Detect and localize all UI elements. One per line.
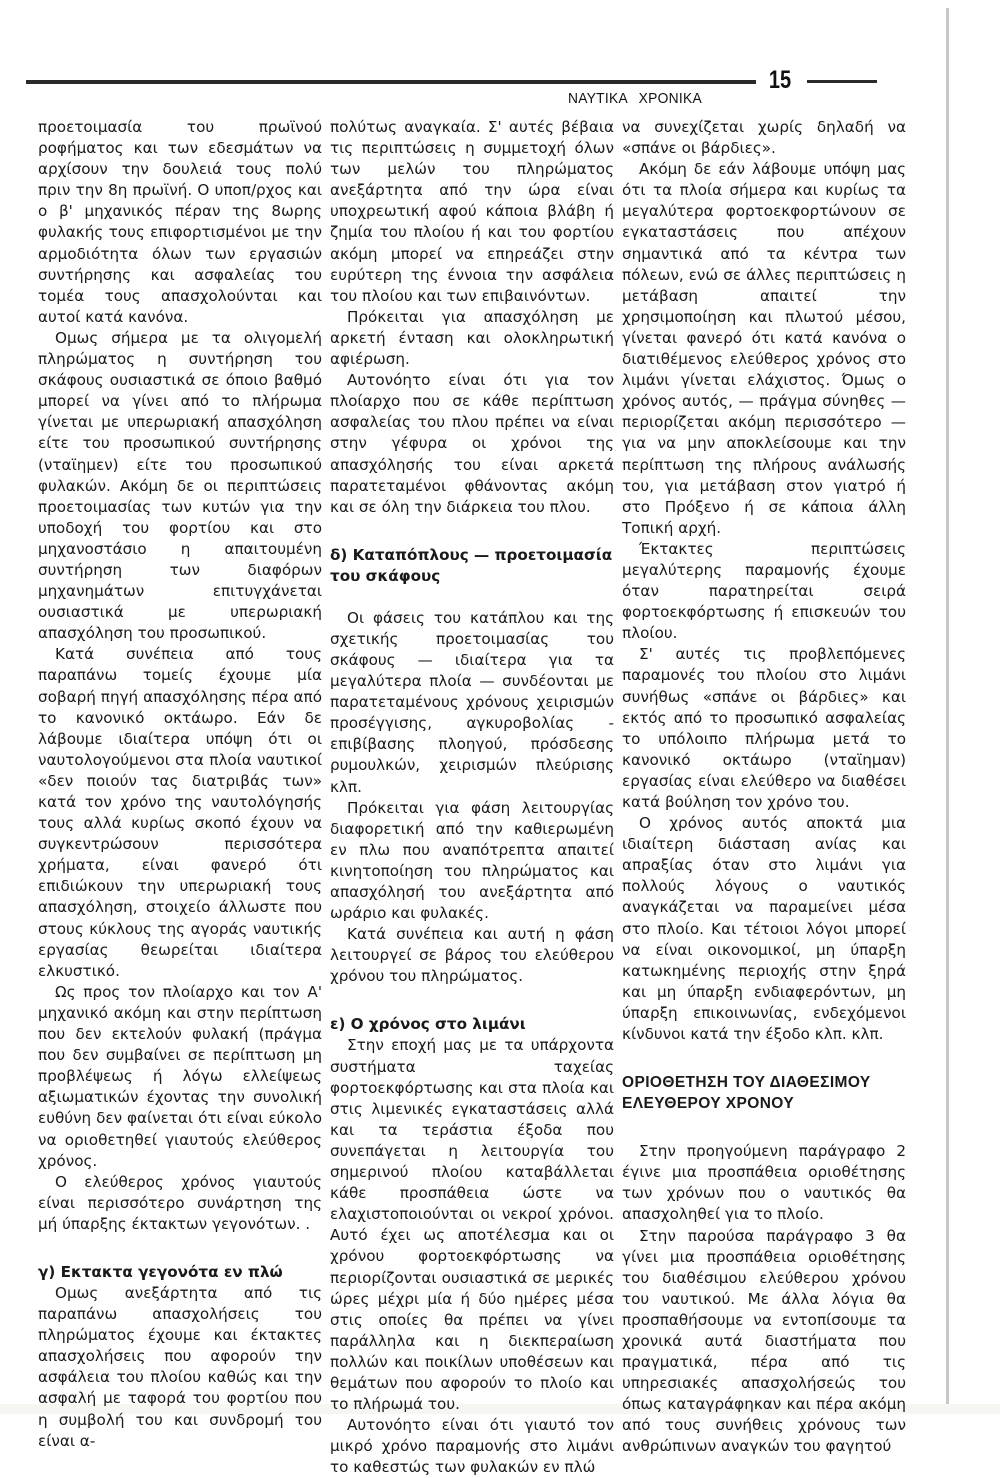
paragraph: Οι φάσεις του κατάπλου και της σχετικής προετοιμασίας του σκάφους — ιδιαίτερα για τα μεγαλύτερα πλοία — συνδέονται με παρατεταμένους χρόνους χειρισμών προσέγγισης, αγκυροβολίας - επιβίβασης πλοηγού, πρόσδεσης ρυμουλκών, χειρισμών πλεύρισης κλπ. — [330, 608, 614, 796]
paragraph: Ο χρόνος αυτός αποκτά μια ιδιαίτερη διάσταση ανίας και απραξίας όταν στο λιμάνι για πολλούς λόγους ο ναυτικός αναγκάζεται να παραμείνει μέσα στο πλοίο. Και τέτοιοι λόγοι μπορεί να είναι οικονομικοί, μη ύπαρξη κατωκημένης περιοχής στην ξηρά και μη ύπαρξη ενδιαφερόντων, μη ύπαρξη επικοινωνίας, ενδεχόμενοι κίνδυνοι κατά την έξοδο κλπ. κλπ. — [622, 814, 906, 1044]
spacer — [622, 1114, 906, 1141]
paragraph: Πρόκειται για απασχόληση με αρκετή ένταση και ολοκληρωτική αφιέρωση. — [330, 307, 614, 369]
paragraph: Έκτακτες περιπτώσεις μεγαλύτερης παραμονής έχουμε όταν παρατηρείται σειρά φορτοεκφόρτωσης ή επισκευών του πλοίου. — [622, 539, 906, 643]
header-rule-left — [26, 80, 756, 84]
section-heading-e: ε) Ο χρόνος στο λιμάνι — [330, 1015, 526, 1034]
paragraph: να συνεχίζεται χωρίς δηλαδή να «σπάνε οι βάρδιες». — [622, 118, 906, 158]
spacer — [330, 518, 614, 545]
page-number: 15 — [768, 66, 792, 94]
page-edge — [946, 8, 949, 1408]
section-heading-d: δ) Καταπόπλους — προετοιμασία του σκάφους — [330, 545, 613, 585]
paragraph: Κατά συνέπεια και αυτή η φάση λειτουργεί σε βάρος του ελεύθερου χρόνου του πληρώματος. — [330, 925, 614, 986]
paragraph: Στην προηγούμενη παράγραφο 2 έγινε μια προσπάθεια οριοθέτησης των χρόνων που ο ναυτικός θα απασχοληθεί για το πλοίο. — [622, 1142, 906, 1224]
spacer — [330, 987, 614, 1014]
header-rule-right — [807, 80, 877, 83]
section-heading-g: γ) Εκτακτα γεγονότα εν πλώ — [38, 1262, 283, 1281]
paragraph: Ο ελεύθερος χρόνος γιαυτούς είναι περισσότερο συνάρτηση της μή ύπαρξης έκτακτων γεγονότων. . — [38, 1172, 322, 1233]
spacer — [330, 587, 614, 608]
spacer — [38, 1235, 322, 1262]
paragraph: πολύτως αναγκαία. Σ' αυτές βέβαια τις περιπτώσεις η συμμετοχή όλων των μελών του πληρώματος ανεξάρτητα από την ώρα είναι υποχρεωτική αφού κάποια βλάβη ή ζημία του πλοίου ή και του φορτίου ακόμη μπορεί να επηρεάζει στην ευρύτερη της έννοια την ασφάλεια του πλοίου και των επιβαινόντων. — [330, 118, 614, 305]
paragraph: Στην εποχή μας με τα υπάρχοντα συστήματα ταχείας φορτοεκφόρτωσης και στα πλοία και στις λιμενικές εγκαταστάσεις αλλά και τα τεράστια έξοδα που συνεπάγεται η λειτουργία του σημερινού πλοίου καταβάλλεται κάθε προσπάθεια ώστε να ελαχιστοποιούνται οι νεκροί χρόνοι. Αυτό έχει ως αποτέλεσμα και οι χρόνου φορτοεκφόρτωσης να περιορίζονται ουσιαστικά σε μερικές ώρες μέχρι μία ή δύο ημέρες μέσα στις οποίες θα πρέπει να γίνει παράλληλα και η διεκπεραίωση πολλών και ποικίλων υποθέσεων και θεμάτων που αφορούν το πλοίο και το πλήρωμά του. — [330, 1036, 614, 1414]
paragraph: Σ' αυτές τις προβλεπόμενες παραμονές του πλοίου στο λιμάνι συνήθως «σπάνε οι βάρδιες» και εκτός από το προσωπικό ασφαλείας το υπόλοιπο πλήρωμα μετά το κανονικό οκτάωρο (νταϊημαν) εργασίας είναι ελεύθερο να διαθέσει κατά βούληση τον χρόνο του. — [622, 645, 906, 811]
column-1 — [38, 117, 322, 1452]
paragraph: Στην παρούσα παράγραφο 3 θα γίνει μια προσπάθεια οριοθέτησης του διαθέσιμου ελεύθερου χρόνου του ναυτικού. Με άλλα λόγια θα προσπαθήσουμε να εντοπίσουμε τα χρονικά αυτά διαστήματα που πραγματικά, πέρα από τις υπηρεσιακές απασχολήσεώς του όπως καταγράφηκαν και πέρα ακόμη από τους συνήθεις χρόνους των ανθρώπινων αναγκών του φαγητού — [622, 1226, 906, 1456]
paragraph: Ακόμη δε εάν λάβουμε υπόψη μας ότι τα πλοία σήμερα και κυρίως τα μεγαλύτερα φορτοεκφορτώνουν σε εγκαταστάσεις που απέχουν σημαντικά από τα κέντρα των πόλεων, ενώ σε άλλες περιπτώσεις η μετάβαση απαιτεί την χρησιμοποίηση και πλωτού μέσου, γίνεται φανερό ότι κατά κανόνα ο διατιθέμενος ελεύθερος χρόνος στο λιμάνι γίνεται ελάχιστος. Όμως ο χρόνος αυτός, — πράγμα σύνηθες — περιορίζεται ακόμη περισσότερο — για να μην αποκλείσουμε και την περίπτωση της πλήρους ανάλωσής του, για μετάβαση στον γιατρό ή στο Πρόξενο ή σε κάποια άλλη Τοπική αρχή. — [622, 160, 906, 537]
section-heading-caps: ΟΡΙΟΘΕΤΗΣΗ ΤΟΥ ΔΙΑΘΕΣΙΜΟΥ ΕΛΕΥΘΕΡΟΥ ΧΡΟΝΟΥ — [622, 1074, 871, 1113]
column-3 — [622, 117, 906, 1458]
paragraph: Πρόκειται για φάση λειτουργίας διαφορετική από την καθιερωμένη εν πλω που αναπότρεπτα απαιτεί κινητοποίηση του πληρώματος και απασχόλησή του ανεξάρτητα από ωράριο και φυλακές. — [330, 798, 614, 923]
paragraph: Αυτονόητο είναι ότι γιαυτό τον μικρό χρόνο παραμονής στο λιμάνι το καθεστώς των φυλακών εν πλώ — [330, 1416, 614, 1477]
paragraph: προετοιμασία του πρωϊνού ροφήματος και των εδεσμάτων να αρχίσουν την δουλειά τους πολύ πριν την 8η πρωϊνή. Ο υποπ/ρχος και ο β' μηχανικός πέραν της 8ωρης φυλακής τους επιφορτισμένοι με την αρμοδιότητα όλων των εργασιών συντήρησης και ασφαλείας του τομέα τους απασχολούνται και αυτοί κατά κανόνα. — [38, 118, 322, 326]
paragraph: Ως προς τον πλοίαρχο και τον Α' μηχανικό ακόμη και στην περίπτωση που δεν εκτελούν φυλακή (πράγμα που δεν συμβαίνει σε περίπτωση μη προβλέψεως ή λόγω ελλείψεως αξιωματικών έχοντας την συνολική ευθύνη δεν φαίνεται ότι είναι εύκολο να οριοθετηθεί γιαυτούς ελεύθερος χρόνος. — [38, 982, 322, 1170]
column-2 — [330, 117, 614, 1478]
running-head: ΝΑΥΤΙΚΑ ΧΡΟΝΙΚΑ — [568, 90, 702, 107]
spacer — [622, 1045, 906, 1072]
paragraph: Κατά συνέπεια από τους παραπάνω τομείς έχουμε μία σοβαρή πηγή απασχόλησης πέρα από το κανονικό οκτάωρο. Εάν δε λάβουμε ιδιαίτερα υπόψη ότι οι ναυτολογούμενοι στα πλοία ναυτικοί «δεν ποιούν τας διατριβάς των» κατά τον χρόνο της ναυτολόγησής τους αλλά κυρίως σκοπό έχουν να συγκεντρώσουν περισσότερα χρήματα, είναι φανερό ότι επιδιώκουν την υπερωριακή τους απασχόληση, στοιχείο άλλωστε που στους κύκλους της αγοράς ναυτικής εργασίας θεωρείται ιδιαίτερα ελκυστικό. — [38, 645, 322, 980]
paragraph: Αυτονόητο είναι ότι για τον πλοίαρχο που σε κάθε περίπτωση ασφαλείας του πλου πρέπει να είναι στην γέφυρα οι χρόνοι της απασχόλησής του είναι αρκετά παρατεταμένοι φθάνοντας ακόμη και σε όλη την διάρκεια του πλου. — [330, 371, 614, 516]
paragraph: Ομως σήμερα με τα ολιγομελή πληρώματος η συντήρηση του σκάφους ουσιαστικά σε όποιο βαθμό μπορεί να γίνει από το πλήρωμα γίνεται με υπερωριακή απασχόληση είτε του προσωπικού συντήρησης (νταϊημεν) είτε του προσωπικού φυλακών. Ακόμη δε οι περιπτώσεις προετοιμασίας των κυτών για την υποδοχή του φορτίου και στο μηχανοστάσιο η απαιτουμένη συντήρηση των διαφόρων μηχανημάτων επιτυγχάνεται ουσιαστικά με υπερωριακή απασχόληση του προσωπικού. — [38, 328, 322, 643]
paragraph: Ομως ανεξάρτητα από τις παραπάνω απασχολήσεις του πληρώματος έχουμε και έκτακτες απασχολήσεις που αφορούν την ασφάλεια του πλοίου καθώς και την ασφαλή με ταφορά του φορτίου που η συμβολή του και συνδρομή του είναι α- — [38, 1283, 322, 1450]
